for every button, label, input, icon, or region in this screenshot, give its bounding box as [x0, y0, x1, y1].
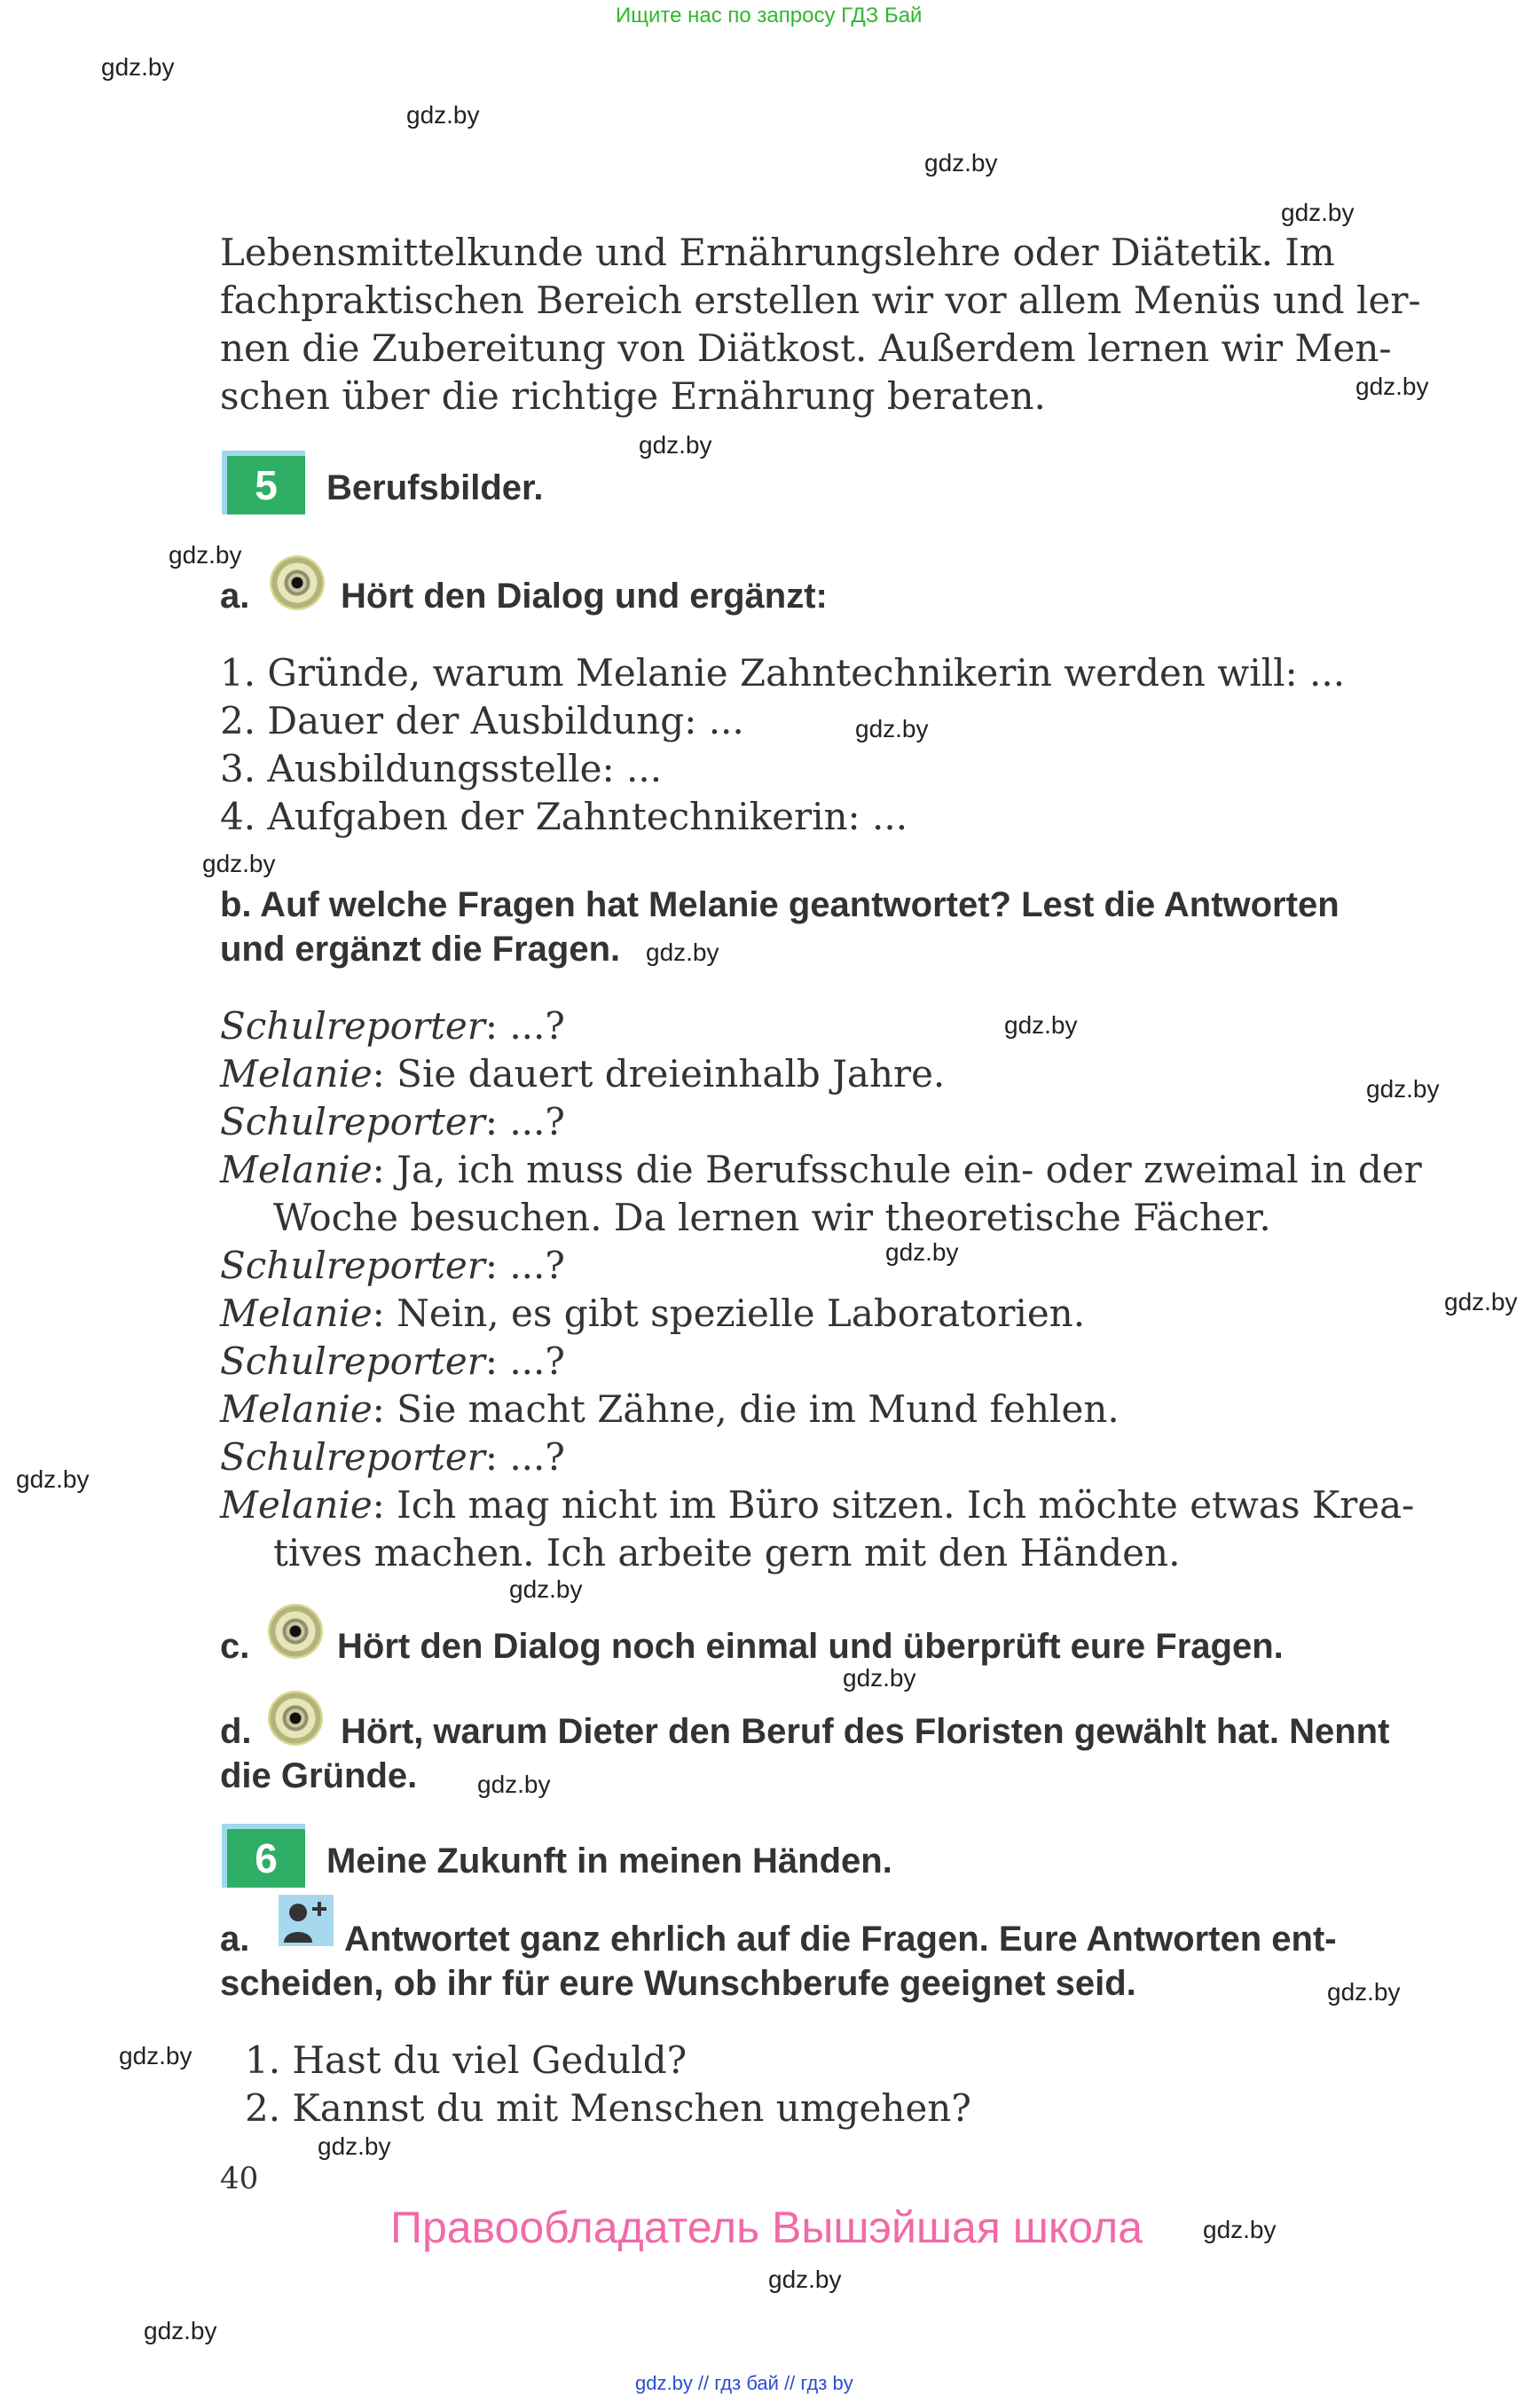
speaker: Melanie — [220, 1292, 373, 1335]
speaker: Melanie — [220, 1052, 373, 1095]
dialog-line — [220, 1004, 565, 1048]
watermark: gdz.by — [509, 1575, 583, 1603]
watermark: gdz.by — [855, 715, 929, 742]
dialog-line — [220, 1387, 1120, 1431]
task-instruction: Hört den Dialog noch einmal und überprüft eure Fragen. — [337, 1627, 1284, 1666]
copyright-notice: Правообладатель Вышэйшая школа — [390, 2203, 1143, 2252]
list-item: 2. Dauer der Ausbildung: ... — [220, 699, 744, 742]
audio-cd-icon — [268, 1604, 323, 1659]
audio-cd-icon — [268, 1691, 323, 1746]
page-number: 40 — [220, 2161, 259, 2196]
dialog-line — [220, 1292, 1085, 1335]
dialog-line — [220, 1052, 945, 1095]
task-instruction: Antwortet ganz ehrlich auf die Fragen. Eure Antworten ent- — [344, 1920, 1337, 1959]
list-item: 4. Aufgaben der Zahntechnikerin: ... — [220, 795, 908, 838]
task-instruction: Hört den Dialog und ergänzt: — [341, 577, 828, 616]
dialog-line — [220, 1339, 565, 1383]
watermark: gdz.by — [1203, 2216, 1277, 2243]
dialog-line — [220, 1148, 1422, 1191]
list-item: 2. Kannst du mit Menschen umgehen? — [245, 2086, 971, 2130]
task-instruction: b. Auf welche Fragen hat Melanie geantwortet? Lest die Antworten — [220, 885, 1340, 924]
dialog-text: : ...? — [484, 1004, 565, 1048]
watermark: gdz.by — [1355, 373, 1429, 400]
watermark: gdz.by — [885, 1238, 959, 1266]
watermark: gdz.by — [119, 2042, 192, 2069]
task-instruction: scheiden, ob ihr für eure Wunschberufe geeignet seid. — [220, 1964, 1136, 2003]
watermark: gdz.by — [144, 2317, 217, 2344]
speaker: Schulreporter — [220, 1100, 485, 1143]
watermark: gdz.by — [169, 541, 242, 569]
watermark: gdz.by — [1327, 1978, 1401, 2006]
dialog-text: : ...? — [484, 1244, 565, 1287]
watermark: gdz.by — [924, 149, 998, 177]
speaker: Melanie — [220, 1387, 373, 1431]
dialog-line — [220, 1244, 565, 1287]
watermark: gdz.by — [1281, 199, 1355, 226]
dialog-text: : Ich mag nicht im Büro sitzen. Ich möchte etwas Krea- — [372, 1483, 1415, 1527]
watermark: gdz.by — [477, 1771, 551, 1798]
dialog-text: : Ja, ich muss die Berufsschule ein- oder zweimal in der — [372, 1148, 1422, 1191]
speaker: Melanie — [220, 1148, 373, 1191]
watermark: gdz.by — [768, 2266, 842, 2293]
dialog-text: : ...? — [484, 1435, 565, 1479]
task-instruction: Hört, warum Dieter den Beruf des Floristen gewählt hat. Nennt — [341, 1712, 1390, 1751]
exercise-title: Meine Zukunft in meinen Händen. — [326, 1842, 892, 1881]
dialog-line — [220, 1435, 565, 1479]
exercise-title: Berufsbilder. — [326, 468, 544, 507]
dialog-line — [220, 1100, 565, 1143]
dialog-text: : Sie dauert dreieinhalb Jahre. — [372, 1052, 946, 1095]
watermark: gdz.by — [646, 938, 719, 966]
dialog-line-continuation: tives machen. Ich arbeite gern mit den Händen. — [273, 1531, 1181, 1575]
task-letter: a. — [220, 577, 250, 616]
task-letter: d. — [220, 1712, 252, 1751]
task-letter: c. — [220, 1627, 250, 1666]
watermark: gdz.by — [639, 431, 712, 459]
list-item: 3. Ausbildungsstelle: ... — [220, 747, 663, 790]
audio-cd-icon — [270, 555, 325, 610]
exercise-number-badge: 6 — [222, 1824, 305, 1888]
watermark: gdz.by — [318, 2132, 391, 2160]
watermark: gdz.by — [16, 1465, 90, 1493]
dialog-line — [220, 1483, 1414, 1527]
person-plus-icon — [279, 1895, 334, 1946]
watermark: gdz.by — [1444, 1288, 1518, 1315]
watermark: gdz.by — [101, 53, 175, 81]
watermark: gdz.by — [202, 850, 276, 877]
speaker: Schulreporter — [220, 1339, 485, 1383]
intro-line: schen über die richtige Ernährung beraten. — [220, 374, 1046, 418]
speaker: Schulreporter — [220, 1004, 485, 1048]
speaker: Schulreporter — [220, 1435, 485, 1479]
intro-line: nen die Zubereitung von Diätkost. Außerdem lernen wir Men- — [220, 326, 1392, 370]
footer-links[interactable]: gdz.by // гдз бай // гдз by — [635, 2372, 853, 2394]
list-item: 1. Hast du viel Geduld? — [245, 2038, 688, 2082]
speaker: Melanie — [220, 1483, 373, 1527]
list-item: 1. Gründe, warum Melanie Zahntechnikerin werden will: ... — [220, 651, 1346, 695]
dialog-text: : ...? — [484, 1339, 565, 1383]
dialog-line-continuation: Woche besuchen. Da lernen wir theoretische Fächer. — [273, 1196, 1271, 1239]
watermark: gdz.by — [1366, 1075, 1440, 1103]
exercise-number-badge: 5 — [222, 451, 305, 514]
dialog-text: : Sie macht Zähne, die im Mund fehlen. — [372, 1387, 1120, 1431]
task-instruction: die Gründe. — [220, 1756, 418, 1795]
search-hint-link[interactable]: Ищите нас по запросу ГДЗ Бай — [616, 4, 923, 27]
intro-line: Lebensmittelkunde und Ernährungslehre oder Diätetik. Im — [220, 231, 1335, 274]
intro-line: fachpraktischen Bereich erstellen wir vor allem Menüs und ler- — [220, 279, 1421, 322]
dialog-text: : ...? — [484, 1100, 565, 1143]
dialog-text: : Nein, es gibt spezielle Laboratorien. — [372, 1292, 1086, 1335]
speaker: Schulreporter — [220, 1244, 485, 1287]
pair-work-icon — [279, 1895, 334, 1946]
task-instruction: und ergänzt die Fragen. — [220, 930, 621, 969]
task-letter: a. — [220, 1920, 250, 1959]
watermark: gdz.by — [843, 1664, 916, 1692]
watermark: gdz.by — [406, 101, 480, 129]
watermark: gdz.by — [1004, 1011, 1078, 1039]
